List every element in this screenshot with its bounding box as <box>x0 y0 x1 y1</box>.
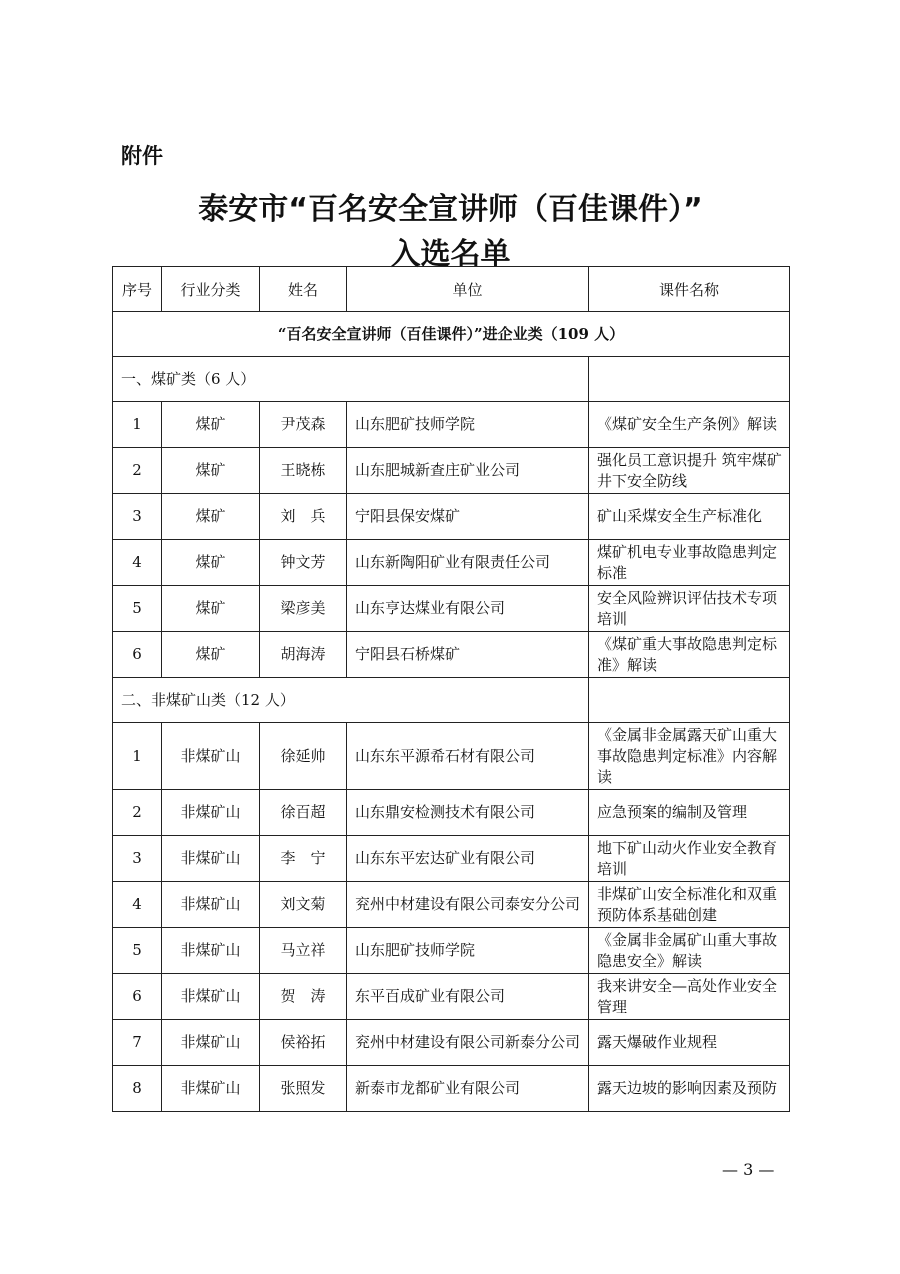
cell-course: 《煤矿安全生产条例》解读 <box>589 402 790 448</box>
cell-unit: 宁阳县石桥煤矿 <box>347 632 589 678</box>
cell-unit: 山东肥矿技师学院 <box>347 928 589 974</box>
cell-no: 3 <box>113 494 162 540</box>
cell-industry: 煤矿 <box>162 494 260 540</box>
cell-unit: 山东肥城新查庄矿业公司 <box>347 448 589 494</box>
cell-unit: 东平百成矿业有限公司 <box>347 974 589 1020</box>
cell-course: 《煤矿重大事故隐患判定标准》解读 <box>589 632 790 678</box>
cell-industry: 煤矿 <box>162 586 260 632</box>
cell-course: 强化员工意识提升 筑牢煤矿井下安全防线 <box>589 448 790 494</box>
cell-course: 地下矿山动火作业安全教育培训 <box>589 836 790 882</box>
cell-industry: 煤矿 <box>162 402 260 448</box>
cell-unit: 山东鼎安检测技术有限公司 <box>347 790 589 836</box>
cell-unit: 宁阳县保安煤矿 <box>347 494 589 540</box>
cell-no: 6 <box>113 974 162 1020</box>
cell-course: 《金属非金属露天矿山重大事故隐患判定标准》内容解读 <box>589 723 790 790</box>
table-row <box>113 836 790 882</box>
cell-course: 矿山采煤安全生产标准化 <box>589 494 790 540</box>
cell-name: 徐百超 <box>260 790 347 836</box>
cell-industry: 煤矿 <box>162 448 260 494</box>
cell-unit: 山东肥矿技师学院 <box>347 402 589 448</box>
category-row <box>113 357 790 402</box>
table-row <box>113 402 790 448</box>
cell-name: 梁彦美 <box>260 586 347 632</box>
category-empty-cell <box>589 357 790 402</box>
cell-course: 安全风险辨识评估技术专项培训 <box>589 586 790 632</box>
cell-industry: 非煤矿山 <box>162 790 260 836</box>
cell-course: 露天爆破作业规程 <box>589 1020 790 1066</box>
page-subtitle: 入选名单 <box>390 237 511 272</box>
table-row <box>113 1066 790 1112</box>
cell-no: 5 <box>113 586 162 632</box>
cell-course: 《金属非金属矿山重大事故隐患安全》解读 <box>589 928 790 974</box>
cell-name: 马立祥 <box>260 928 347 974</box>
cell-no: 4 <box>113 540 162 586</box>
header-industry: 行业分类 <box>162 267 260 312</box>
cell-industry: 非煤矿山 <box>162 723 260 790</box>
page-title: 泰安市“百名安全宣讲师（百佳课件）” <box>198 192 703 227</box>
category-label: 二、非煤矿山类（12 人） <box>113 678 589 723</box>
cell-name: 尹茂森 <box>260 402 347 448</box>
cell-unit: 山东东平源希石材有限公司 <box>347 723 589 790</box>
cell-no: 3 <box>113 836 162 882</box>
section-row <box>113 312 790 357</box>
table-row <box>113 632 790 678</box>
cell-no: 1 <box>113 723 162 790</box>
cell-industry: 非煤矿山 <box>162 974 260 1020</box>
cell-no: 7 <box>113 1020 162 1066</box>
cell-industry: 非煤矿山 <box>162 1066 260 1112</box>
cell-no: 2 <box>113 448 162 494</box>
cell-name: 刘文菊 <box>260 882 347 928</box>
cell-course: 应急预案的编制及管理 <box>589 790 790 836</box>
cell-unit: 山东新陶阳矿业有限责任公司 <box>347 540 589 586</box>
category-label: 一、煤矿类（6 人） <box>113 357 589 402</box>
cell-name: 侯裕拓 <box>260 1020 347 1066</box>
cell-course: 非煤矿山安全标准化和双重预防体系基础创建 <box>589 882 790 928</box>
cell-name: 钟文芳 <box>260 540 347 586</box>
header-no: 序号 <box>113 267 162 312</box>
cell-course: 煤矿机电专业事故隐患判定标准 <box>589 540 790 586</box>
cell-industry: 非煤矿山 <box>162 836 260 882</box>
cell-no: 6 <box>113 632 162 678</box>
table-row <box>113 494 790 540</box>
cell-unit: 山东东平宏达矿业有限公司 <box>347 836 589 882</box>
table-row <box>113 586 790 632</box>
table-row <box>113 1020 790 1066</box>
cell-name: 胡海涛 <box>260 632 347 678</box>
table-row <box>113 974 790 1020</box>
header-unit: 单位 <box>347 267 589 312</box>
selection-table <box>112 266 790 1112</box>
cell-industry: 非煤矿山 <box>162 928 260 974</box>
cell-unit: 兖州中材建设有限公司泰安分公司 <box>347 882 589 928</box>
cell-name: 刘 兵 <box>260 494 347 540</box>
table-row <box>113 882 790 928</box>
table-row <box>113 448 790 494</box>
section-title: “百名安全宣讲师（百佳课件）”进企业类（109 人） <box>113 312 790 357</box>
cell-no: 8 <box>113 1066 162 1112</box>
cell-industry: 煤矿 <box>162 540 260 586</box>
category-empty-cell <box>589 678 790 723</box>
cell-name: 李 宁 <box>260 836 347 882</box>
table-row <box>113 928 790 974</box>
cell-unit: 山东亨达煤业有限公司 <box>347 586 589 632</box>
cell-industry: 非煤矿山 <box>162 1020 260 1066</box>
table-row <box>113 540 790 586</box>
cell-no: 1 <box>113 402 162 448</box>
header-course: 课件名称 <box>589 267 790 312</box>
attachment-label: 附件 <box>121 144 163 168</box>
cell-name: 张照发 <box>260 1066 347 1112</box>
cell-unit: 兖州中材建设有限公司新泰分公司 <box>347 1020 589 1066</box>
cell-course: 我来讲安全—高处作业安全管理 <box>589 974 790 1020</box>
table-row <box>113 790 790 836</box>
cell-course: 露天边坡的影响因素及预防 <box>589 1066 790 1112</box>
cell-no: 4 <box>113 882 162 928</box>
cell-name: 王晓栋 <box>260 448 347 494</box>
cell-unit: 新泰市龙都矿业有限公司 <box>347 1066 589 1112</box>
cell-no: 2 <box>113 790 162 836</box>
cell-name: 贺 涛 <box>260 974 347 1020</box>
cell-name: 徐延帅 <box>260 723 347 790</box>
category-row <box>113 678 790 723</box>
header-name: 姓名 <box>260 267 347 312</box>
table-header-row <box>113 267 790 312</box>
cell-no: 5 <box>113 928 162 974</box>
cell-industry: 煤矿 <box>162 632 260 678</box>
table-row <box>113 723 790 790</box>
page-number: — 3 — <box>722 1160 775 1179</box>
cell-industry: 非煤矿山 <box>162 882 260 928</box>
